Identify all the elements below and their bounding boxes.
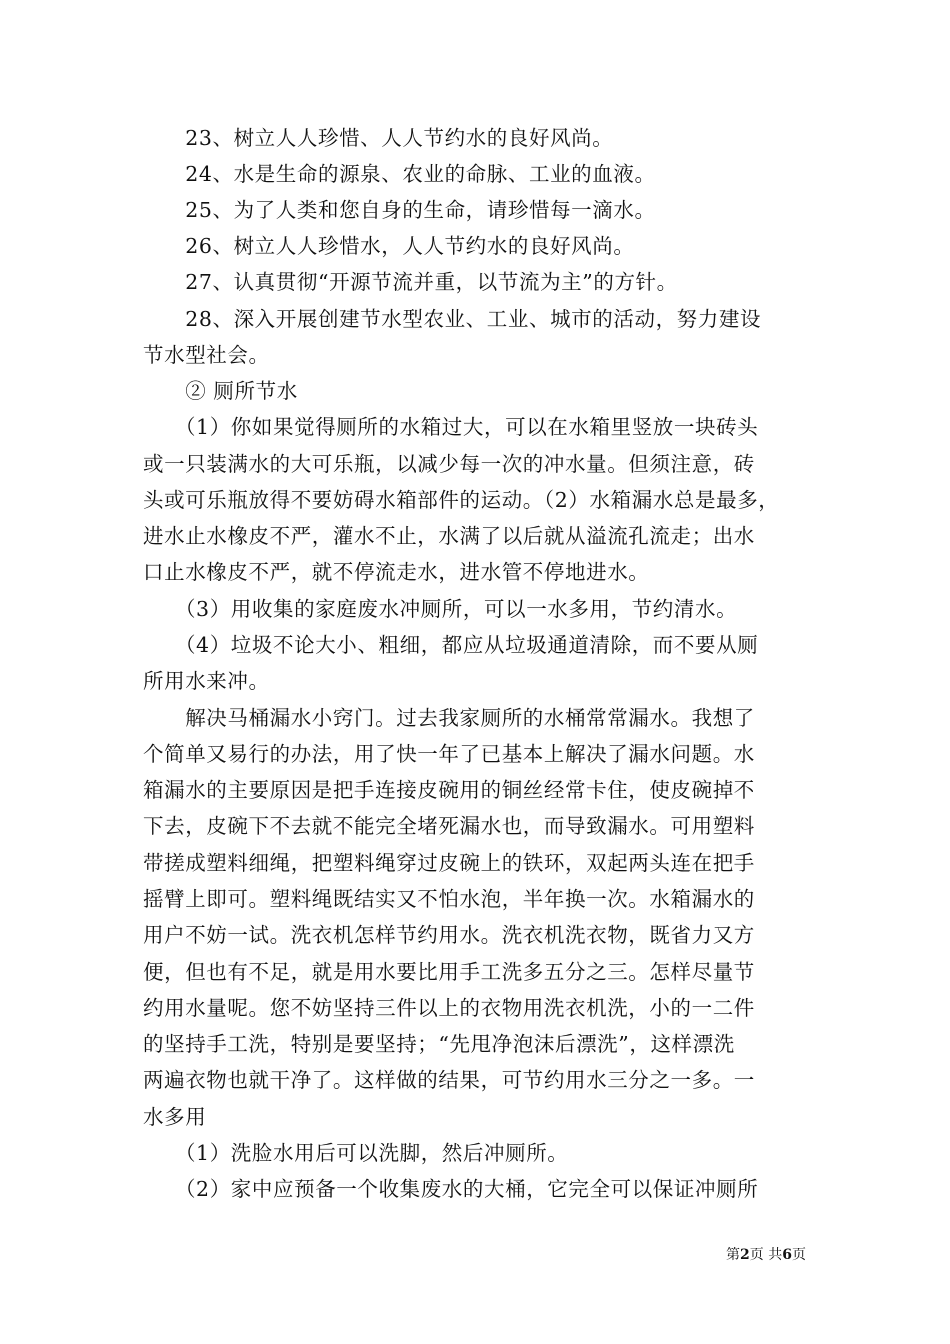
text-line-18: 个简单又易行的办法，用了快一年了已基本上解决了漏水问题。水 — [143, 742, 755, 766]
text-line-4: 26、树立人人珍惜水，人人节约水的良好风尚。 — [143, 234, 635, 258]
text-line-25: 约用水量呢。您不妨坚持三件以上的衣物用洗衣机洗，小的一二件 — [143, 996, 755, 1020]
footer-total-pages: 6 — [782, 1247, 792, 1263]
text-line-11: 头或可乐瓶放得不要妨碍水箱部件的运动。（2）水箱漏水总是最多， — [143, 488, 780, 512]
footer-middle: 页 共 — [749, 1247, 783, 1263]
text-line-20: 下去，皮碗下不去就不能完全堵死漏水也，而导致漏水。可用塑料 — [143, 814, 755, 838]
text-line-22: 摇臂上即可。塑料绳既结实又不怕水泡，半年换一次。水箱漏水的 — [143, 887, 755, 911]
text-line-7: 节水型社会。 — [143, 343, 270, 367]
text-line-3: 25、为了人类和您自身的生命，请珍惜每一滴水。 — [143, 198, 656, 222]
text-line-15: （4）垃圾不论大小、粗细，都应从垃圾通道清除，而不要从厕 — [143, 633, 759, 657]
text-line-16: 所用水来冲。 — [143, 669, 270, 693]
text-line-5: 27、认真贯彻“开源节流并重，以节流为主”的方针。 — [143, 270, 678, 294]
text-line-1: 23、树立人人珍惜、人人节约水的良好风尚。 — [143, 126, 614, 150]
text-line-29: （1）洗脸水用后可以洗脚，然后冲厕所。 — [143, 1141, 569, 1165]
page-number-footer — [726, 1246, 806, 1264]
text-line-9: （1）你如果觉得厕所的水箱过大，可以在水箱里竖放一块砖头 — [143, 415, 759, 439]
text-line-14: （3）用收集的家庭废水冲厕所，可以一水多用，节约清水。 — [143, 597, 738, 621]
text-line-24: 便，但也有不足，就是用水要比用手工洗多五分之三。怎样尽量节 — [143, 960, 755, 984]
text-line-17: 解决马桶漏水小窍门。过去我家厕所的水桶常常漏水。我想了 — [143, 706, 755, 730]
text-line-28: 水多用 — [143, 1105, 207, 1129]
text-line-19: 箱漏水的主要原因是把手连接皮碗用的铜丝经常卡住，使皮碗掉不 — [143, 778, 755, 802]
text-line-23: 用户不妨一试。洗衣机怎样节约用水。洗衣机洗衣物，既省力又方 — [143, 923, 755, 947]
footer-suffix: 页 — [792, 1247, 806, 1263]
text-line-12: 进水止水橡皮不严，灌水不止，水满了以后就从溢流孔流走；出水 — [143, 524, 755, 548]
footer-prefix: 第 — [726, 1247, 741, 1263]
text-line-13: 口止水橡皮不严，就不停流走水，进水管不停地进水。 — [143, 560, 650, 584]
text-line-2: 24、水是生命的源泉、农业的命脉、工业的血液。 — [143, 162, 656, 186]
text-line-10: 或一只装满水的大可乐瓶，以减少每一次的冲水量。但须注意，砖 — [143, 452, 755, 476]
text-line-26: 的坚持手工洗，特别是要坚持；“先甩净泡沫后漂洗”，这样漂洗 — [143, 1032, 735, 1056]
text-line-27: 两遍衣物也就干净了。这样做的结果，可节约用水三分之一多。一 — [143, 1068, 755, 1092]
section-heading-toilet: ② 厕所节水 — [143, 379, 298, 403]
footer-current-page: 2 — [740, 1247, 750, 1263]
text-line-30: （2）家中应预备一个收集废水的大桶，它完全可以保证冲厕所 — [143, 1177, 759, 1201]
text-line-6: 28、深入开展创建节水型农业、工业、城市的活动，努力建设 — [143, 307, 762, 331]
text-line-21: 带搓成塑料细绳，把塑料绳穿过皮碗上的铁环，双起两头连在把手 — [143, 851, 755, 875]
